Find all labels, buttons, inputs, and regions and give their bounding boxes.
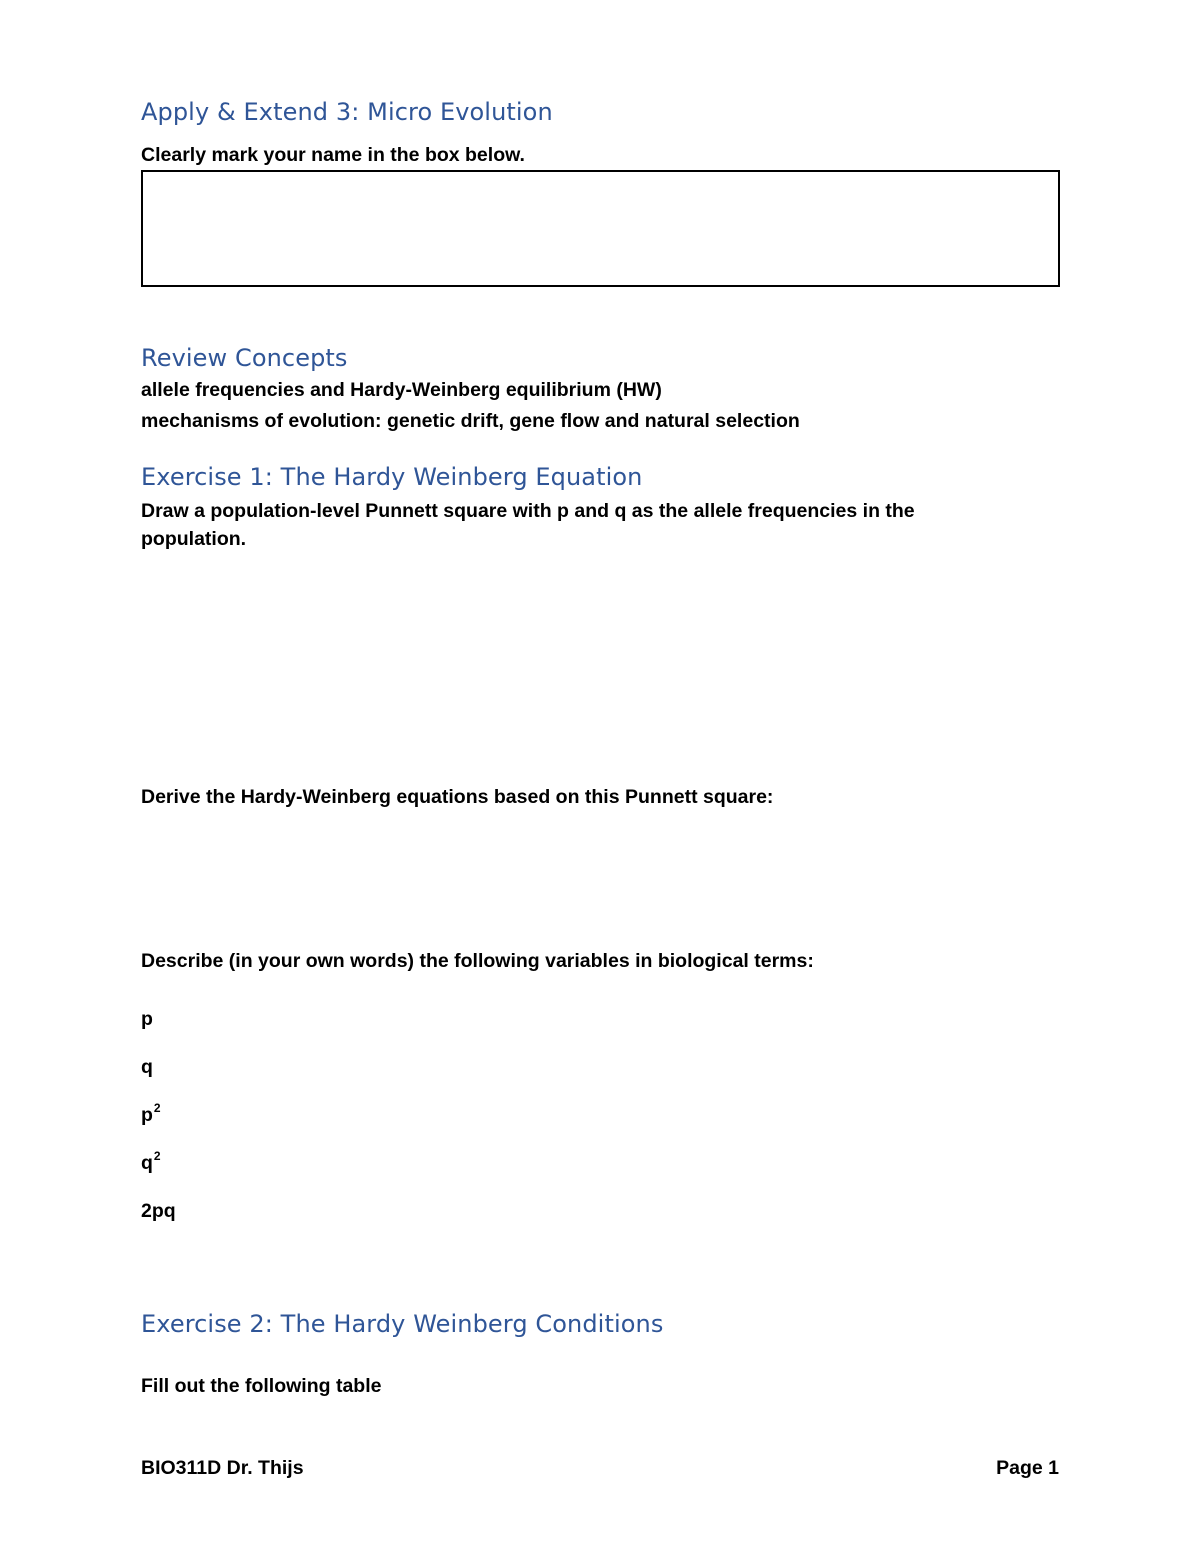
variable-p-label: p — [141, 1008, 153, 1030]
exercise-2-heading: Exercise 2: The Hardy Weinberg Conditions — [141, 1310, 664, 1338]
name-box[interactable] — [141, 170, 1060, 287]
variable-2pq — [141, 1200, 176, 1223]
exercise-1-heading: Exercise 1: The Hardy Weinberg Equation — [141, 463, 643, 491]
variable-2pq-label: 2pq — [141, 1200, 176, 1222]
derive-prompt: Derive the Hardy-Weinberg equations based on this Punnett square: — [141, 786, 774, 808]
variable-q-label: q — [141, 1056, 153, 1078]
name-instruction: Clearly mark your name in the box below. — [141, 144, 525, 166]
page-title: Apply & Extend 3: Micro Evolution — [141, 98, 553, 126]
footer-course: BIO311D Dr. Thijs — [141, 1457, 304, 1479]
describe-prompt: Describe (in your own words) the following variables in biological terms: — [141, 950, 814, 972]
review-concept-line: allele frequencies and Hardy-Weinberg equilibrium (HW) — [141, 379, 662, 401]
variable-p-squared-base: p — [141, 1104, 153, 1126]
variable-q-squared — [141, 1149, 161, 1175]
table-prompt: Fill out the following table — [141, 1375, 382, 1397]
variable-q — [141, 1056, 153, 1079]
variable-p-squared — [141, 1101, 161, 1127]
footer-page-number: Page 1 — [996, 1457, 1059, 1479]
review-concept-line: mechanisms of evolution: genetic drift, gene flow and natural selection — [141, 410, 800, 432]
punnett-prompt-line-1: Draw a population-level Punnett square with p and q as the allele frequencies in the — [141, 500, 915, 522]
variable-q-squared-exponent: 2 — [153, 1149, 161, 1163]
variable-p-squared-exponent: 2 — [153, 1101, 161, 1115]
punnett-prompt-line-2: population. — [141, 528, 247, 550]
variable-p — [141, 1008, 153, 1031]
review-concepts-heading: Review Concepts — [141, 344, 348, 372]
variable-q-squared-base: q — [141, 1152, 153, 1174]
